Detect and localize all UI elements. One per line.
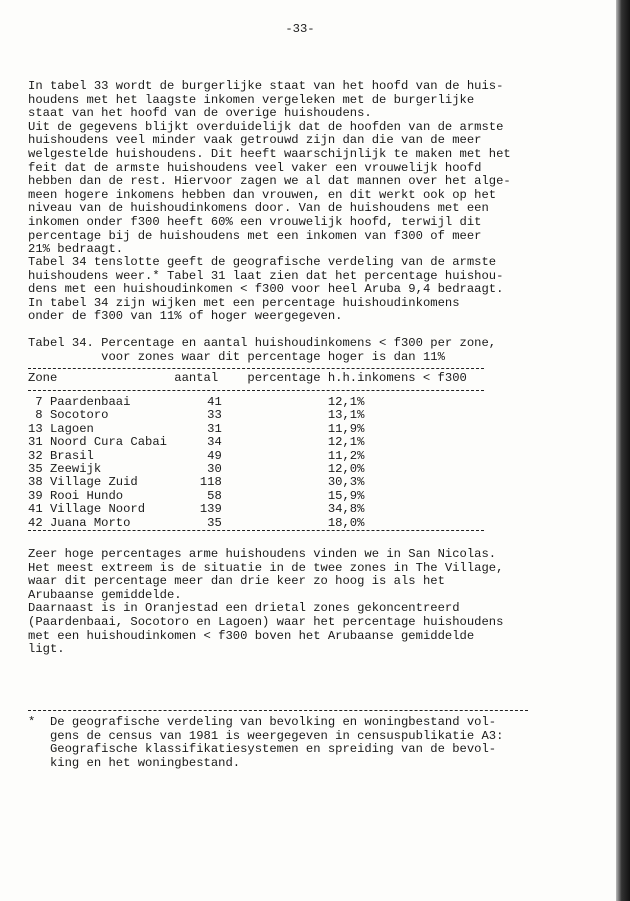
table-title (28, 337, 496, 364)
footnote (28, 716, 503, 770)
header-zone: Zone (28, 371, 58, 385)
table-header-row (28, 372, 498, 386)
zone-name: Zeewijk (49, 462, 102, 476)
percentage-cell: 34,8% (327, 502, 365, 517)
zone-number: 13 (28, 421, 43, 436)
text-line: percentage bij de huishoudens met een inkomen van f300 of meer (28, 228, 482, 243)
text-line: Uit de gegevens blijkt overduidelijk dat de hoofden van de armste (28, 119, 504, 134)
zone-number: 42 (28, 515, 43, 530)
count-cell: 49 (207, 448, 222, 463)
count-cell: 34 (207, 435, 222, 450)
table-row (28, 476, 498, 490)
table-row (28, 503, 498, 517)
text-line: king en het woningbestand. (28, 755, 241, 770)
text-line: dens met een huishoudinkomen < f300 voor heel Aruba 9,4 bedraagt. (28, 282, 504, 297)
table-rule-top (28, 368, 484, 369)
percentage-cell: 13,1% (327, 408, 365, 423)
zone-number: 31 (28, 435, 43, 450)
text-line: Het meest extreem is de situatie in de twee zones in The Village, (28, 560, 504, 575)
zone-name: Paardenbaai (49, 395, 131, 409)
text-line: met een huishoudinkomen < f300 boven het Arubaanse gemiddelde (28, 628, 475, 643)
text-line: houdens met het laagste inkomen vergeleken met de burgerlijke (28, 92, 475, 107)
header-count: aantal (174, 371, 219, 385)
zone-name: Lagoen (49, 421, 94, 436)
percentage-cell: 12,1% (327, 395, 365, 409)
zone-number: 32 (28, 448, 43, 463)
zone-name: Noord Cura Cabai (49, 435, 167, 450)
text-line: hebben dan de rest. Hiervoor zagen we al dat mannen over het alge- (28, 174, 511, 189)
text-line: gens de census van 1981 is weergegeven in censuspublikatie A3: (28, 728, 504, 743)
count-cell: 30 (207, 462, 222, 476)
text-line: Arubaanse gemiddelde. (28, 587, 182, 602)
percentage-cell: 30,3% (327, 475, 365, 490)
text-line: In tabel 34 zijn wijken met een percentage huishoudinkomens (28, 295, 460, 310)
zone-number: 8 (35, 408, 43, 423)
zone-number: 41 (28, 502, 43, 517)
paragraph-san-nicolas (28, 548, 503, 657)
text-line: welgestelde huishoudens. Dit heeft waarschijnlijk te maken met het (28, 146, 511, 161)
percentage-cell: 15,9% (327, 488, 365, 503)
zone-name: Rooi Hundo (49, 488, 124, 503)
text-line: staat van het hoofd van de overige huishoudens. (28, 106, 372, 121)
text-line: ligt. (28, 642, 65, 657)
text-line: In tabel 33 wordt de burgerlijke staat van het hoofd van de huis- (28, 79, 504, 93)
text-line: meen hogere inkomens hebben dan vrouwen, en dit werkt ook op het (28, 187, 497, 202)
text-line: huishoudens weer.* Tabel 31 laat zien dat het percentage huishou- (28, 268, 504, 283)
zone-number: 7 (35, 395, 43, 409)
zone-number: 39 (28, 488, 43, 503)
table-row (28, 409, 498, 423)
zone-name: Juana Morto (49, 515, 131, 530)
table-row (28, 517, 498, 531)
percentage-cell: 11,2% (327, 448, 365, 463)
text-line: Geografische klassifikatiesystemen en spreiding van de bevol- (28, 742, 497, 757)
header-percentage: percentage h.h.inkomens < f300 (247, 371, 467, 385)
text-line: feit dat de armste huishoudens veel vaker een vrouwelijk hoofd (28, 160, 482, 175)
table-row (28, 436, 498, 450)
page-number: -33- (285, 22, 315, 36)
text-line: Tabel 34 tenslotte geeft de geografische verdeling van de armste (28, 255, 497, 269)
zone-number: 35 (28, 462, 43, 476)
percentage-cell: 18,0% (327, 515, 365, 530)
text-line: voor zones waar dit percentage hoger is dan 11% (28, 349, 445, 364)
zone-number: 38 (28, 475, 43, 490)
percentage-cell: 11,9% (327, 421, 365, 436)
count-cell: 33 (207, 408, 222, 423)
percentage-cell: 12,0% (327, 462, 365, 476)
count-cell: 118 (199, 475, 222, 490)
table-rule-header (28, 390, 484, 391)
text-line: waar dit percentage meer dan drie keer zo hoog is als het (28, 574, 445, 589)
zone-name: Socotoro (49, 408, 109, 423)
text-line: * De geografische verdeling van bevolking en woningbestand vol- (28, 715, 497, 729)
count-cell: 31 (207, 421, 222, 436)
percentage-cell: 12,1% (327, 435, 365, 450)
table-rule-bottom (28, 530, 484, 531)
paragraph-marital-status (28, 80, 511, 257)
text-line: Daarnaast is in Oranjestad een drietal zones gekoncentreerd (28, 601, 460, 616)
text-line: Zeer hoge percentages arme huishoudens vinden we in San Nicolas. (28, 547, 497, 561)
text-line: huishoudens veel minder vaak getrouwd zijn dan die van de meer (28, 133, 482, 148)
count-cell: 41 (207, 395, 222, 409)
count-cell: 35 (207, 515, 222, 530)
text-line: onder de f300 van 11% of hoger weergegeven. (28, 309, 343, 324)
footnote-rule (28, 710, 528, 711)
zone-name: Village Noord (49, 502, 146, 517)
text-line: niveau van de huishoudinkomens door. Van de huishoudens met een (28, 201, 489, 216)
scan-edge (616, 0, 630, 901)
zone-name: Brasil (49, 448, 94, 463)
text-line: Tabel 34. Percentage en aantal huishoudinkomens < f300 per zone, (28, 336, 497, 350)
zone-name: Village Zuid (49, 475, 138, 490)
paragraph-geographic (28, 256, 503, 324)
text-line: inkomen onder f300 heeft 60% een vrouwelijk hoofd, terwijl dit (28, 214, 482, 229)
count-cell: 58 (207, 488, 222, 503)
count-cell: 139 (199, 502, 222, 517)
text-line: (Paardenbaai, Socotoro en Lagoen) waar het percentage huishoudens (28, 614, 504, 629)
text-line: 21% bedraagt. (28, 242, 124, 257)
